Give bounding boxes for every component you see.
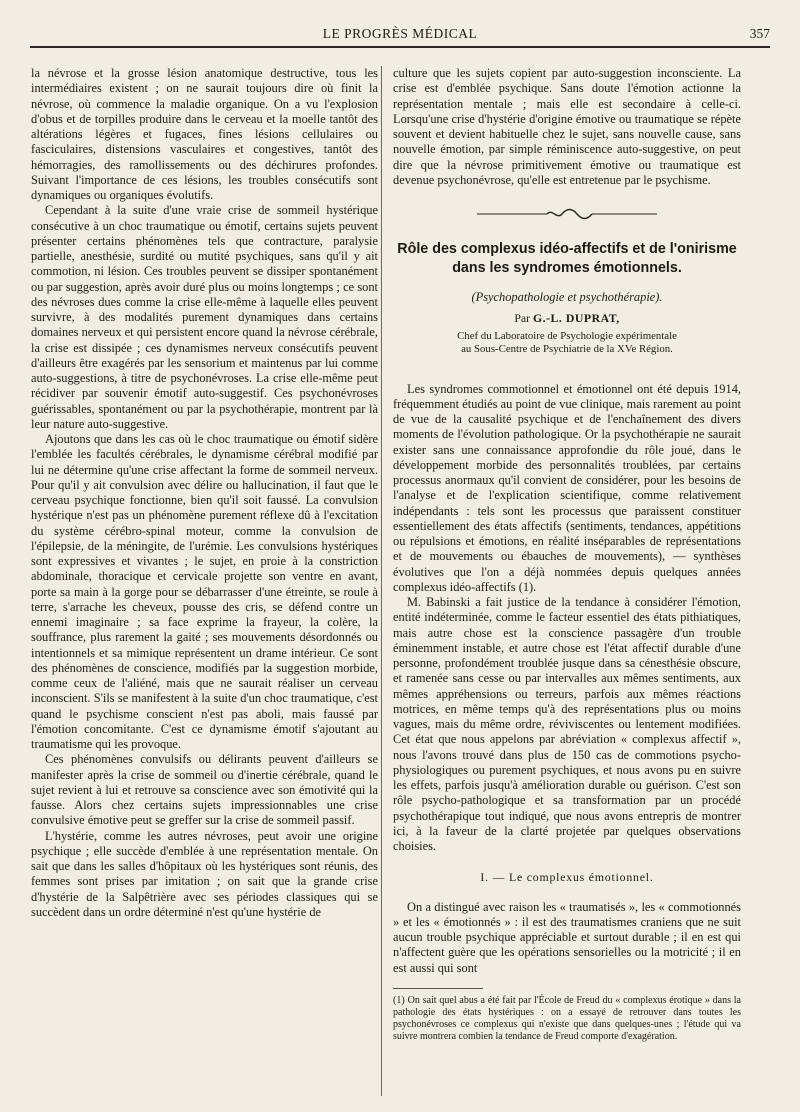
footnote	[393, 995, 741, 1044]
page-number: 357	[749, 26, 770, 41]
author-name: G.-L. DUPRAT,	[533, 311, 620, 326]
right-column	[393, 66, 741, 1044]
header-rule	[30, 46, 770, 48]
by-prefix: Par	[514, 311, 531, 326]
column-divider	[381, 66, 382, 1096]
affiliation-line: Chef du Laboratoire de Psychologie expérimentale	[457, 329, 677, 342]
paragraph: culture que les sujets copient par auto-suggestion inconsciente. La crise est d'emblée psychique. Sans doute l'émotion actionne la représentation mentale ; mais elle est secondaire à celle-ci. Lorsqu'une crise d'hystérie d'origine émotive ou traumatique se répète souvent et devient habituelle chez le sujet, sans nouvelle cause, sans nouvelle émotion, par simple réminiscence auto-suggestive, on peut dire que la névrose primitivement émotive ou traumatique est devenue psychonévrose, qu'elle est entretenue par le psychisme.	[393, 66, 741, 187]
section-heading: I. — Le complexus émotionnel.	[480, 870, 654, 885]
article-subtitle: (Psychopathologie et psychothérapie).	[471, 290, 663, 304]
paragraph: On a distingué avec raison les « traumatisés », les « commotionnés » et les « émotionnés » : il est des traumatismes craniens que ne suit aucun trouble psychique appréciable et surtout durable ; il en est qui n'affectent guère que les opérations sensorielles ou la motricité ; il en est aussi qui sont	[393, 899, 741, 975]
journal-title: LE PROGRÈS MÉDICAL	[322, 26, 478, 41]
running-header	[30, 26, 770, 48]
byline	[393, 311, 741, 326]
footnote-number: (1)	[393, 994, 405, 1006]
paragraph: la névrose et la grosse lésion anatomique destructive, tous les intermédiaires existent ; on ne saurait toujours dire où finit la névrose, où commence la maladie organique. On a vu l'explosion d'obus et de torpilles produire dans le cerveau et la moelle tantôt des altérations légères et fugaces, fines lésions cellulaires ou fasciculaires, distensions vasculaires et congestives, tantôt des hémorragies, des ramollissements ou des déchirures profondes. Suivant l'importance de ces lésions, les troubles consécutifs sont dynamiques ou organiques évolutifs.	[31, 66, 378, 202]
article-title: Rôle des complexus idéo-affectifs et de l'onirisme dans les syndromes émotionnels.	[397, 241, 737, 276]
paragraph: Ajoutons que dans les cas où le choc traumatique ou émotif sidère l'emblée les facultés cérébrales, le dynamisme cérébral modifié par lui ne détermine qu'une crise affectant la forme de sommeil nerveux. Pour qu'il y ait convulsion avec délire ou hallucination, il faut que le cerveau psychique fonctionne, bien qu'il soit faussé. La convulsion hystérique n'est pas un phénomène purement réflexe dû à l'excitation du système cérébro-spinal moteur, comme la convulsion de l'épilepsie, de la méningite, de l'urémie. Les convulsions hystériques sont expressives et vivantes ; le sujet, en proie à la constriction abdominale, thoracique et cervicale projette son ventre en avant, porte sa main à la gorge pour se débarrasser d'une étreinte, se roule à terre, s'arrache les cheveux, pousse des cris, se défend contre un ennemi imaginaire ; sa face exprime la frayeur, la colère, la souffrance, plus rarement la gaité ; ses mouvements désordonnés ou intentionnels et sa mimique représentent un drame intérieur. Ce sont des phénomènes de conscience, modifiés par la suggestion morbide, comme ceux de l'aliéné, mais que ne saurait réaliser un cerveau inconscient. S'ils se manifestent à la suite d'un choc traumatique, c'est quand le psychisme conscient n'est pas aboli, mais faussé par l'émotion concomitante. C'est ce dynamisme émotif s'ajoutant au traumatisme qui les provoque.	[31, 432, 378, 751]
affiliation-line: au Sous-Centre de Psychiatrie de la XVe Région.	[461, 342, 673, 355]
paragraph: Cependant à la suite d'une vraie crise de sommeil hystérique consécutive à un choc traumatique ou émotif, certains sujets peuvent présenter certains phénomènes tels que contracture, paralysie partielle, anesthésie, surdité ou mutité psychiques, sans qu'il y ait commotion, ni lésion. Ces troubles peuvent se dissiper spontanément ou par suggestion, après avoir duré plus ou moins longtemps ; ce sont des névroses dues comme la crise elle-même à laquelle elles peuvent survivre, à des modalités purement dynamiques dans certains domaines nerveux et qui persistent encore quand la névrose cérébrale, la crise est dissipée ; ces dynamismes nerveux consécutifs peuvent d'ailleurs être exagérés par les sensorium et maintenus par lui comme auto-suggestions, à titre de psychonévroses. La crise elle-même peut récidiver par souvenir émotif auto-suggestif. Ces psychonévroses guérissables, spontanément ou par la psychothérapie, montrent par là leur nature auto-suggestive.	[31, 203, 378, 431]
footnote-rule	[393, 988, 483, 989]
paragraph: M. Babinski a fait justice de la tendance à considérer l'émotion, entité indéterminée, comme le facteur essentiel des états pithiatiques, mais autre chose est la conscience passagère d'un trouble éminemment instable, et autre chose est l'état affectif durable d'une personne, profondément troublée jusque dans sa cénesthésie obscure, et ramenée sans cesse ou par intervalles aux mêmes sentiments, aux mêmes appréhensions ou terreurs, parfois aux mêmes réactions motrices, en même temps qu'à des représentations plus ou moins vagues, mais du même ordre, réviviscentes ou lentement modifiées. Cet état que nous appelons par abréviation « complexus affectif », nous l'avons trouvé dans plus de 150 cas de commotions psycho-physiologiques ou purement psychiques, et nous avons pu en suivre les effets, parfois jusqu'à amélioration durable ou guérison. C'est son rôle psycho-pathologique et sa transformation par un procédé psychothérapique tout indiqué, que nous avons entrepris de montrer ici, à la faveur de la clarté projetée par quelques observations choisies.	[393, 595, 741, 853]
ornament-divider-icon	[477, 208, 657, 220]
footnote-text: On sait quel abus a été fait par l'École de Freud du « complexus érotique » dans la pathologie des états hystériques : on a essayé de retrouver dans toutes les psychonévroses ce complexus qui n'existe que dans quelques-unes ; l'étude qui va suivre montrera combien la tendance de Freud comporte d'exagération.	[393, 994, 741, 1043]
paragraph: L'hystérie, comme les autres névroses, peut avoir une origine psychique ; elle succède d'emblée à une représentation mentale. On sait que dans les salles d'hôpitaux où les hystériques sont réunis, des femmes sont prises par imitation ; on sait que la grande crise d'hystérie de la Salpêtrière avec ses périodes classiques qui se succèdent dans un ordre déterminé n'est qu'une hystérie de	[31, 828, 378, 919]
paragraph: Les syndromes commotionnel et émotionnel ont été depuis 1914, fréquemment étudiés au point de vue clinique, mais rarement au point de vue de la causalité psychique et de l'enchaînement des divers moments de l'évolution pathologique. Or la psychothérapie ne saurait exister sans une connaissance approfondie du rôle joué, dans le développement morbide des personnalités troublées, par certains processus anormaux qu'il convient de considérer, pour les besoins de l'analyse et de l'explication scientifique, comme relativement indépendants : tels sont les processus que paraissent constituer essentiellement des états affectifs (sentiments, tendances, appétitions ou répulsions et émotions, en réalité inséparables de représentations et de mouvements ou ébauches de mouvements), — synthèses évolutives que l'on a déjà nommées depuis quelques années complexus idéo-affectifs (1).	[393, 381, 741, 594]
author-affiliation	[393, 330, 741, 356]
paragraph: Ces phénomènes convulsifs ou délirants peuvent d'ailleurs se manifester après la crise de sommeil ou d'inertie cérébrale, quand le sujet revient à lui et retrouve sa conscience avec son émotivité qui la fausse. Alors chez certains sujets impressionnables une crise convulsive émotive peut se greffer sur la crise de sommeil passif.	[31, 752, 378, 828]
left-column	[31, 66, 378, 920]
